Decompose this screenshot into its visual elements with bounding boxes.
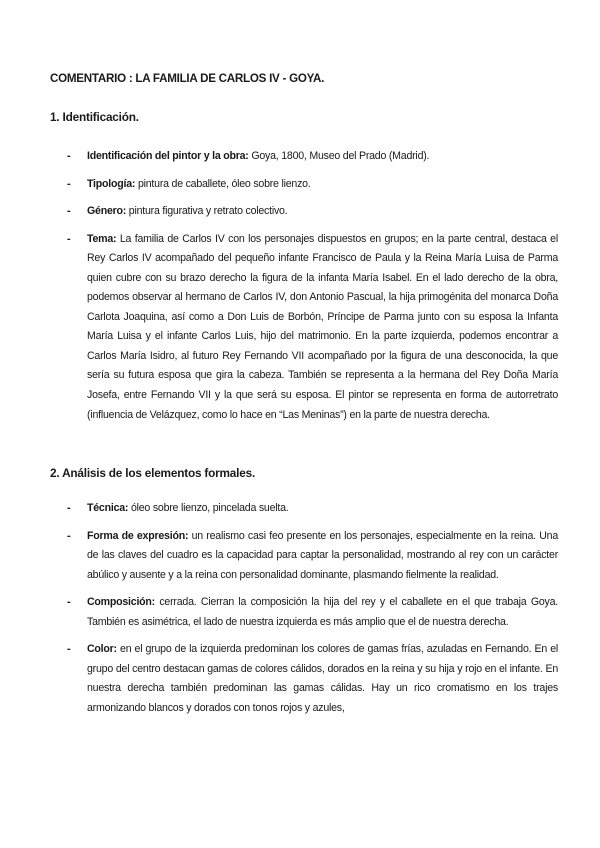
list-item	[0, 202, 600, 222]
section-heading-analisis: 2. Análisis de los elementos formales.	[50, 466, 256, 480]
list-item	[0, 147, 600, 167]
item-label: Identificación del pintor y la obra:	[87, 150, 249, 162]
bullet: -	[67, 232, 71, 245]
document-title: COMENTARIO : LA FAMILIA DE CARLOS IV - GOYA.	[50, 72, 325, 85]
item-text: un realismo casi feo presente en los personajes, especialmente en la reina. Una de las claves del cuadro es la capacidad para captar la personalidad, mostrando al rey con un carácter abúlico y ausente y a la reina con personalidad dominante, plasmando fielmente la realidad.	[87, 529, 558, 581]
list-item	[0, 640, 600, 718]
item-text: pintura de caballete, óleo sobre lienzo.	[135, 177, 311, 190]
item-body	[87, 593, 558, 632]
bullet: -	[67, 502, 71, 514]
item-text: en el grupo de la izquierda predominan los colores de gamas frías, azuladas en Fernando. En el grupo del centro destacan gamas de colores cálidos, dorados en la reina y su hija y rojo en el infante. En nuestra derecha también predominan las gamas cálidas. Hay un rico cromatismo en los trajes armonizando blancos y dorados con tonos rojos y azules,	[87, 643, 558, 714]
item-text: Goya, 1800, Museo del Prado (Madrid).	[248, 150, 430, 162]
list-item	[0, 527, 600, 586]
item-body	[87, 527, 558, 586]
item-label: Color:	[87, 643, 117, 656]
item-text: pintura figurativa y retrato colectivo.	[126, 205, 288, 218]
item-text: cerrada. Cierran la composición la hija del rey y el caballete en el que trabaja Goya. También es asimétrica, el lado de nuestra izquierda es más amplio que el de nuestra derecha.	[87, 596, 558, 628]
bullet: -	[67, 643, 71, 656]
item-body	[87, 640, 558, 718]
item-label: Género:	[87, 205, 127, 218]
item-label: Forma de expresión:	[87, 529, 189, 542]
section-heading-identificacion: 1. Identificación.	[50, 110, 139, 124]
item-text: óleo sobre lienzo, pincelada suelta.	[128, 502, 289, 514]
item-body	[87, 230, 558, 425]
bullet: -	[67, 529, 71, 542]
bullet: -	[67, 150, 71, 162]
item-label: Tema:	[87, 232, 117, 245]
item-body	[87, 175, 558, 195]
bullet: -	[67, 596, 71, 609]
analisis-list	[0, 499, 600, 718]
list-item	[0, 499, 600, 519]
item-body	[87, 499, 558, 519]
item-label: Composición:	[87, 596, 155, 609]
identificacion-list	[0, 147, 600, 425]
list-item	[0, 593, 600, 632]
bullet: -	[67, 205, 71, 218]
item-label: Técnica:	[87, 502, 129, 514]
list-item	[0, 175, 600, 195]
item-body	[87, 147, 558, 167]
item-body	[87, 202, 558, 222]
item-label: Tipología:	[87, 177, 136, 190]
bullet: -	[67, 177, 71, 190]
item-text: La familia de Carlos IV con los personajes dispuestos en grupos; en la parte central, destaca el Rey Carlos IV acompañado del pequeño infante Francisco de Paula y la Reina María Luisa de Parma quien cubre con su brazo derecho la figura de la infanta María Isabel. En el lado derecho de la obra, podemos observar al hermano de Carlos IV, don Antonio Pascual, la hija primogénita del monarca Doña Carlota Joaquina, así como a Don Luis de Borbón, Príncipe de Parma junto con su esposa la Infanta María Luisa y el infante Carlos Luis, hijo del matrimonio. En la parte izquierda, podemos encontrar a Carlos María Isidro, al futuro Rey Fernando VII acompañado por la figura de una desconocida, la que sería su futura esposa que gira la cabeza. También se representa a la hermana del Rey Doña María Josefa, entre Fernando VII y la que será su esposa. El pintor se representa en forma de autorretrato (influencia de Velázquez, como lo hace en “Las Meninas”) en la parte de nuestra derecha.	[87, 232, 558, 421]
list-item	[0, 230, 600, 425]
